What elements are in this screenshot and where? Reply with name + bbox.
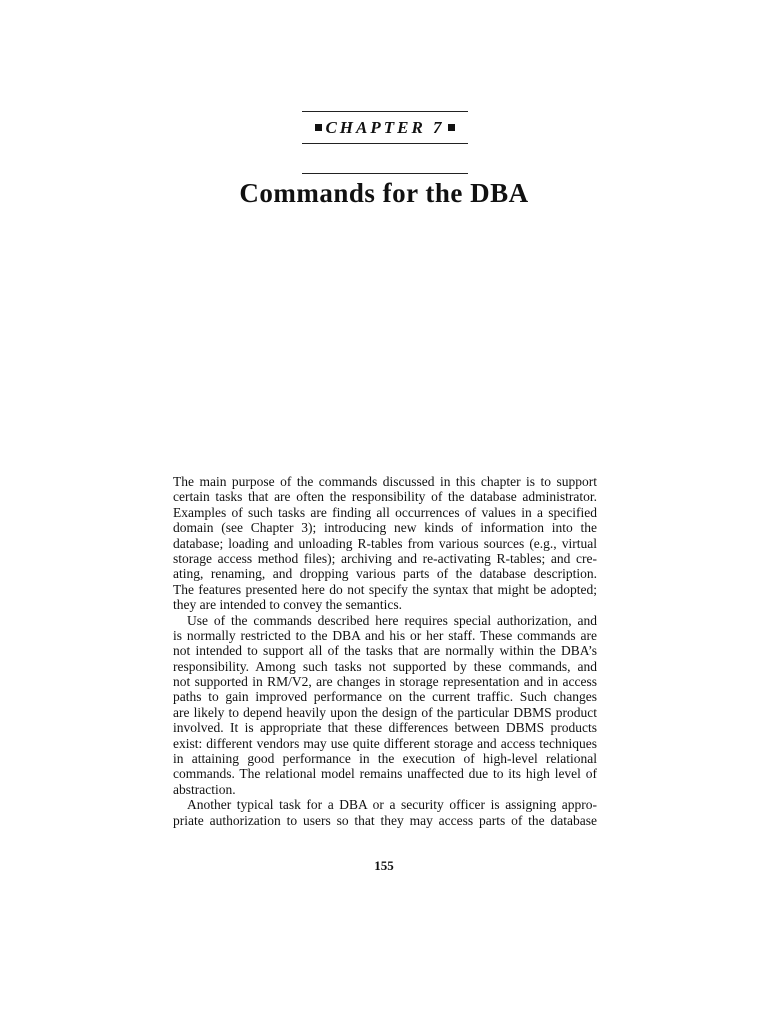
page-number: 155: [374, 858, 394, 873]
text-line: Use of the commands described here requires special authorization, and: [187, 612, 597, 628]
chapter-title: Commands for the DBA: [239, 178, 529, 208]
title-rule: [302, 173, 468, 174]
text-line: priate authorization to users so that they may access parts of the database: [173, 812, 597, 828]
text-line: The features presented here do not specify the syntax that might be adopted;: [173, 581, 597, 597]
text-line: not intended to support all of the tasks that are normally within the DBA’s: [173, 643, 597, 659]
chapter-top-rule: [302, 111, 468, 112]
text-line: ating, renaming, and dropping various parts of the database description.: [173, 566, 597, 582]
text-line: commands. The relational model remains unaffected due to its high level of: [173, 766, 597, 782]
text-line: paths to gain improved performance on the current traffic. Such changes: [173, 689, 597, 705]
chapter-heading: [292, 118, 478, 138]
text-line: domain (see Chapter 3); introducing new kinds of information into the: [173, 520, 597, 536]
text-line: Another typical task for a DBA or a security officer is assigning appro-: [187, 797, 597, 813]
body-text: [173, 474, 597, 828]
text-line: involved. It is appropriate that these differences between DBMS products: [173, 720, 597, 736]
text-line: is normally restricted to the DBA and his or her staff. These commands are: [173, 627, 597, 643]
text-line: not supported in RM/V2, are changes in storage representation and in access: [173, 674, 597, 690]
chapter-bottom-rule: [302, 143, 468, 144]
text-line: certain tasks that are often the responsibility of the database administrator.: [173, 489, 597, 505]
chapter-label: CHAPTER 7: [325, 118, 445, 137]
text-line: Examples of such tasks are finding all occurrences of values in a specified: [173, 504, 597, 520]
square-bullet-icon: [315, 124, 322, 131]
text-line: responsibility. Among such tasks not supported by these commands, and: [173, 658, 597, 674]
text-line: storage access method files); archiving and re-activating R-tables; and cre-: [173, 550, 597, 566]
text-line: abstraction.: [173, 781, 236, 797]
text-line: The main purpose of the commands discussed in this chapter is to support: [173, 474, 597, 489]
square-bullet-icon: [448, 124, 455, 131]
text-line: exist: different vendors may use quite different storage and access techniques: [173, 735, 597, 751]
text-line: are likely to depend heavily upon the design of the particular DBMS product: [173, 704, 597, 720]
text-line: in attaining good performance in the execution of high-level relational: [173, 751, 597, 767]
text-line: they are intended to convey the semantics.: [173, 597, 403, 613]
text-line: database; loading and unloading R-tables from various sources (e.g., virtual: [173, 535, 597, 551]
